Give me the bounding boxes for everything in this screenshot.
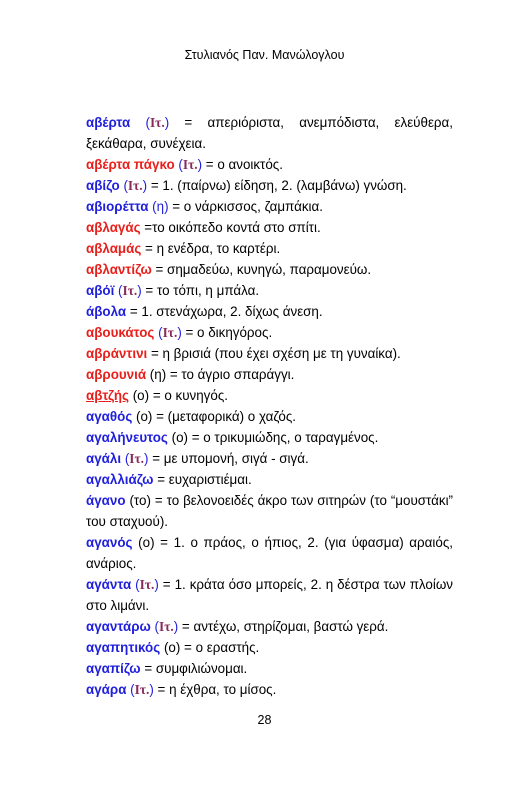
entry-headword: αγανός — [86, 535, 133, 550]
paren-close: ) — [154, 577, 159, 592]
origin-abbreviation: Ιτ. — [129, 451, 145, 466]
paren-close: ) — [137, 283, 142, 298]
entry-headword: αγαπίζω — [86, 661, 141, 676]
entry-headword: αβίζο — [86, 178, 120, 193]
entry-definition: = 1. κράτα όσο μπορείς, 2. η δέστρα των πλοίων στο λιμάνι. — [86, 577, 453, 613]
entry-headword: αβέρτα πάγκο — [86, 157, 175, 172]
dictionary-entry — [86, 448, 453, 469]
dictionary-entry — [86, 154, 453, 175]
entry-headword: αγαλλιάζω — [86, 472, 154, 487]
grammar-label: (το) — [125, 493, 151, 508]
entry-headword: αβλαντίζω — [86, 262, 152, 277]
origin-abbreviation: Ιτ. — [162, 325, 178, 340]
dictionary-entry — [86, 196, 453, 217]
paren-close: ) — [173, 619, 179, 634]
entry-headword: αβόϊ — [86, 283, 115, 298]
dictionary-entry — [86, 112, 453, 154]
dictionary-entry — [86, 427, 453, 448]
dictionary-entry — [86, 532, 453, 574]
entry-headword: αβρουνιά — [86, 367, 147, 382]
origin-abbreviation: Ιτ. — [134, 682, 150, 697]
dictionary-entry — [86, 406, 453, 427]
entry-headword: αβλαγάς — [86, 220, 141, 235]
paren-open: ( — [119, 178, 128, 193]
entry-definition: = ο δικηγόρος. — [181, 325, 273, 340]
entry-definition: = η έχθρα, το μίσος. — [153, 682, 277, 697]
entry-definition: = με υπομονή, σιγά - σιγά. — [148, 451, 309, 466]
entry-definition: = 1. στενάχωρα, 2. δίχως άνεση. — [126, 304, 323, 319]
entry-headword: αγαπητικός — [86, 640, 161, 655]
dictionary-entry — [86, 679, 453, 700]
dictionary-entry — [86, 280, 453, 301]
entry-definition: = απεριόριστα, ανεμπόδιστα, ελεύθερα, ξεκάθαρα, συνέχεια. — [86, 115, 454, 151]
dictionary-entry — [86, 175, 453, 196]
entry-headword: αβιορέττα — [86, 199, 149, 214]
entry-headword: αβλαμάς — [86, 241, 142, 256]
paren-close: ) — [142, 178, 148, 193]
grammar-label: (η) — [146, 367, 167, 382]
dictionary-entry — [86, 238, 453, 259]
grammar-label: (ο) — [160, 640, 181, 655]
entry-definition: = ευχαριστιέμαι. — [153, 472, 252, 487]
paren-open: ( — [114, 283, 123, 298]
entry-definition: = το τόπι, η μπάλα. — [141, 283, 260, 298]
origin-abbreviation: Ιτ. — [139, 577, 155, 592]
origin-abbreviation: Ιτ. — [182, 157, 198, 172]
entry-definition: = ο κυνηγός. — [149, 388, 228, 403]
entry-headword: αγάντα — [86, 577, 132, 592]
origin-abbreviation: Ιτ. — [122, 283, 138, 298]
dictionary-entry — [86, 469, 453, 490]
entry-definition: = σημαδεύω, κυνηγώ, παραμονεύω. — [151, 262, 372, 277]
entry-definition: = αντέχω, στηρίζομαι, βαστώ γερά. — [178, 619, 389, 634]
dictionary-entry — [86, 259, 453, 280]
entry-definition: = η ενέδρα, το καρτέρι. — [141, 241, 281, 256]
dictionary-entry — [86, 217, 453, 238]
origin-abbreviation: Ιτ. — [158, 619, 174, 634]
paren-open: ( — [131, 577, 140, 592]
dictionary-entry — [86, 490, 453, 532]
dictionary-entry — [86, 637, 453, 658]
dictionary-entries — [86, 112, 453, 700]
dictionary-entry — [86, 658, 453, 679]
origin-abbreviation: Ιτ. — [127, 178, 143, 193]
paren-open: ( — [154, 325, 163, 340]
dictionary-entry — [86, 343, 453, 364]
entry-headword: άβολα — [86, 304, 127, 319]
paren-open: ( — [126, 682, 135, 697]
entry-definition: = ο ανοικτός. — [202, 157, 283, 172]
page-number: 28 — [257, 713, 272, 727]
entry-definition: = η βρισιά (που έχει σχέση με τη γυναίκα). — [147, 346, 401, 361]
paren-close: ) — [164, 115, 170, 130]
grammar-label: (ο) — [167, 430, 188, 445]
entry-definition: = συμφιλιώνομαι. — [140, 661, 248, 676]
paren-open: ( — [150, 619, 159, 634]
entry-definition: = ο εραστής. — [180, 640, 260, 655]
entry-headword: αγαντάρω — [86, 619, 151, 634]
entry-definition: = (μεταφορικά) ο χαζός. — [152, 409, 297, 424]
entry-headword: αβτζής — [86, 388, 129, 403]
paren-close: ) — [177, 325, 182, 340]
grammar-label: (ο) — [132, 535, 155, 550]
entry-headword: αγαθός — [86, 409, 133, 424]
dictionary-entry — [86, 301, 453, 322]
dictionary-entry — [86, 385, 453, 406]
entry-definition: = το άγριο σπαράγγι. — [166, 367, 295, 382]
entry-headword: αγάρα — [86, 682, 127, 697]
dictionary-entry — [86, 322, 453, 343]
paren-open: ( — [121, 451, 130, 466]
dictionary-entry — [86, 574, 453, 616]
entry-definition: = ο τρικυμιώδης, ο ταραγμένος. — [187, 430, 379, 445]
origin-abbreviation: Ιτ. — [149, 115, 165, 130]
entry-definition: = 1. ο πράος, ο ήπιος, 2. (για ύφασμα) αραιός, ανάριος. — [86, 535, 453, 571]
entry-definition: = το βελονοειδές άκρο των σιτηρών (το “μουστάκι” του σταχυού). — [86, 493, 454, 529]
dictionary-entry — [86, 364, 453, 385]
paren-open: ( — [174, 157, 183, 172]
paren-close: ) — [197, 157, 203, 172]
paren-open: ( — [130, 115, 150, 130]
entry-headword: αγάλι — [86, 451, 122, 466]
entry-definition: =το οικόπεδο κοντά στο σπίτι. — [140, 220, 321, 235]
grammar-label: (ο) — [129, 388, 150, 403]
entry-definition: = 1. (παίρνω) είδηση, 2. (λαμβάνω) γνώση. — [147, 178, 407, 193]
entry-definition: = ο νάρκισσος, ζαμπάκια. — [168, 199, 323, 214]
running-header: Στυλιανός Παν. Μανώλογλου — [184, 48, 345, 62]
paren-close: ) — [149, 682, 154, 697]
paren-close: ) — [144, 451, 149, 466]
grammar-label: (η) — [148, 199, 169, 214]
entry-headword: αβουκάτος — [86, 325, 155, 340]
entry-headword: αβέρτα — [86, 115, 131, 130]
grammar-label: (ο) — [132, 409, 153, 424]
dictionary-entry — [86, 616, 453, 637]
entry-headword: άγανο — [86, 493, 126, 508]
entry-headword: αγαλήνευτος — [86, 430, 168, 445]
entry-headword: αβράντινι — [86, 346, 148, 361]
